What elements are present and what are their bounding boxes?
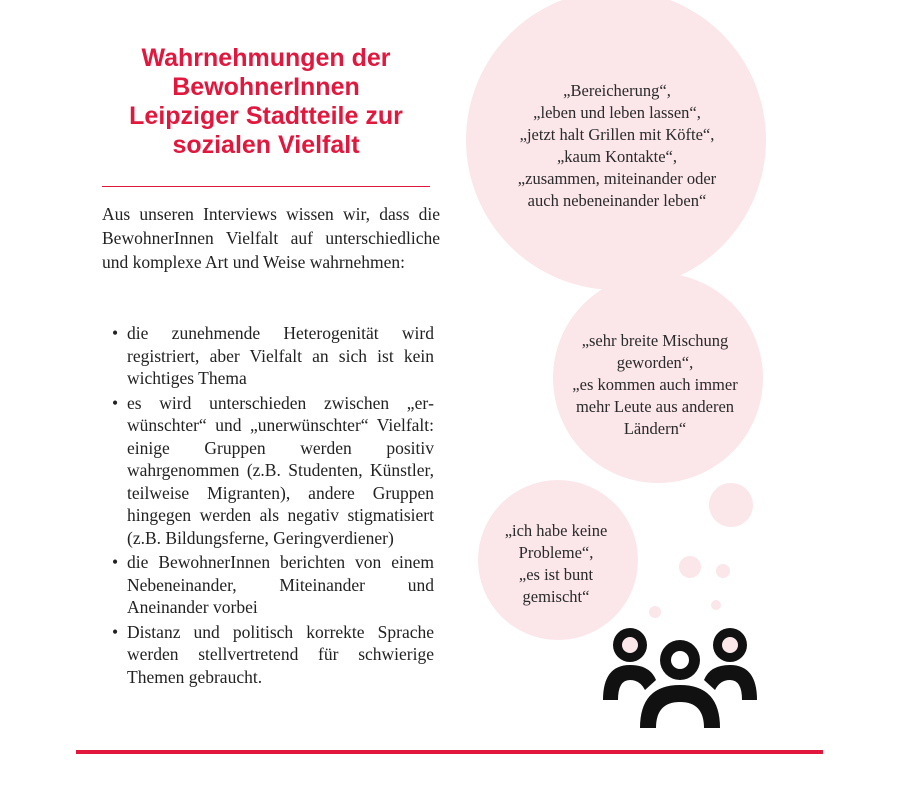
quote-line: „zusammen, miteinander oder — [517, 169, 717, 188]
list-item: • die BewohnerInnen berichten von einem Nebeneinander, Miteinander und Aneinander vorbei — [112, 551, 434, 619]
quote-line: „ich habe keine — [504, 521, 608, 540]
quote-line: „jetzt halt Grillen mit Köfte“, — [519, 125, 715, 144]
quote-line: Ländern“ — [623, 419, 687, 438]
bubble-dot — [679, 556, 701, 578]
quote-bubble-1 — [472, 80, 762, 212]
quote-bubble-2 — [540, 330, 770, 440]
quote-line: „es kommen auch immer — [572, 375, 738, 394]
bubble-dot — [649, 606, 661, 618]
quote-line: „sehr breite Mischung — [581, 331, 729, 350]
title-line: Leipziger Stadtteile zur — [129, 102, 403, 130]
bubble-dot — [709, 483, 753, 527]
quote-line: mehr Leute aus anderen — [575, 397, 735, 416]
people-group-icon — [603, 628, 757, 728]
title-line: Wahrnehmungen der — [141, 44, 391, 72]
quote-line: „es ist bunt — [518, 565, 594, 584]
quote-line: gemischt“ — [522, 587, 590, 606]
bubble-dot — [716, 564, 730, 578]
list-item: • es wird unterschieden zwischen „erwünschter“ und „unerwünschter“ Vielfalt: einige Gruppen werden positiv wahrgenommen (z.B. Studenten, Künstler, teilweise Migranten), andere Gruppen hingegen werden als negativ stigmatisiert (z.B. Bildungsferne, Geringverdiener) — [112, 392, 434, 550]
quote-line: auch nebeneinander leben“ — [527, 191, 707, 210]
quote-line: Probleme“, — [518, 543, 594, 562]
bubble-dot — [711, 600, 721, 610]
quote-line: „Bereicherung“, — [563, 81, 671, 100]
quote-line: „leben und leben lassen“, — [533, 103, 701, 122]
intro-paragraph: Aus unseren Interviews wissen wir, dass die BewohnerInnen Vielfalt auf unterschiedliche und komplexe Art und Weise wahrnehmen: — [102, 204, 440, 272]
title-line: BewohnerInnen — [172, 73, 360, 101]
list-item: • die zunehmende Heterogenität wird registriert, aber Vielfalt an sich ist kein wichtiges Thema — [112, 322, 434, 390]
quote-bubble-3 — [486, 520, 626, 608]
quote-line: „kaum Kontakte“, — [556, 147, 678, 166]
quote-line: geworden“, — [616, 353, 694, 372]
list-item: • Distanz und politisch korrekte Sprache werden stellvertretend für schwierige Themen gebraucht. — [112, 621, 434, 689]
footer-divider — [76, 750, 823, 754]
title-line: sozialen Vielfalt — [172, 131, 360, 159]
